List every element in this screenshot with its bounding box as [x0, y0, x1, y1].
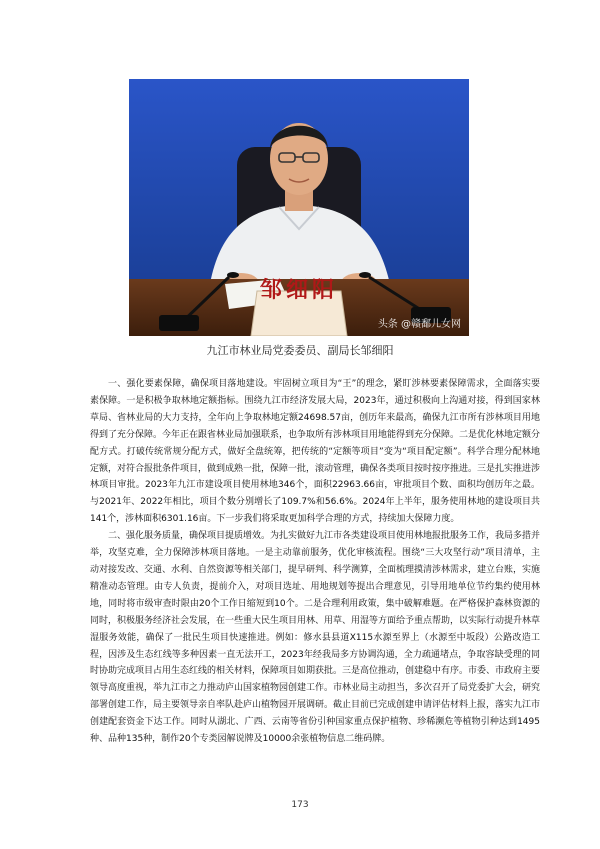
figure-caption: 九江市林业局党委委员、副局长邹细阳 [206, 344, 394, 357]
portrait-illustration [129, 79, 469, 336]
watermark: 头条 @赣鄱儿女网 [377, 319, 461, 330]
paragraph-1: 一、强化要素保障，确保项目落地建设。牢固树立项目为“王”的理念，紧盯涉林要素保障需求，全面落实要素保障。一是积极争取林地定额指标。围绕九江市经济发展大局，2023年，通过积极向上沟通对接，得到国家林草局、省林业局的大力支持，全年向上争取林地定额24698.57亩，创历年来最高，确保九江市所有涉林项目用地得到了充分保障。今年正在跟省林业局加强联系，也争取所有涉林项目用地能得到充分保障。二是优化林地定额分配方式。打破传统常规分配方式，做好全盘统筹，把传统的“定额等项目”变为“项目配定额”。科学合理分配林地定额，对符合报批条件项目，做到成熟一批，保障一批，滚动管理，确保各类项目按时按序推进。三是扎实推进涉林项目审批。2023年九江市建设项目使用林地346个，面积22963.66亩，审批项目个数、面积均创历年之最。与2021年、2022年相比，项目个数分别增长了109.7%和56.6%。2024年上半年，服务使用林地的建设项目共141个，涉林面积6301.16亩。下一步我们将采取更加科学合理的方式，持续加大保障力度。 [90, 379, 541, 525]
article-body [90, 376, 540, 748]
page-number: 173 [291, 800, 309, 810]
nameplate-text: 邹细阳 [259, 277, 338, 303]
portrait-photo [129, 79, 469, 336]
paragraph-2: 二、强化服务质量，确保项目提质增效。为扎实做好九江市各类建设项目使用林地报批服务工作，我局多措并举，攻坚克难，全力保障涉林项目落地。一是主动靠前服务，优化审核流程。围绕“三大攻坚行动”项目清单，主动对接发改、交通、水利、自然资源等相关部门，提早研判、科学测算，全面梳理摸清涉林需求，建立台账，实施精准动态管理。由专人负责，提前介入，对项目选址、用地规划等提出合理意见，引导用地单位节约集约使用林地，同时将市级审查时限由20个工作日缩短到10个。二是合理利用政策，集中破解难题。在严格保护森林资源的同时，积极服务经济社会发展，在一些重大民生项目用林、用草、用湿等方面给予重点帮助，以实际行动提升林草湿服务效能，确保了一批民生项目快速推进。例如：修水县县道X115水源至界上（水源至中坂段）公路改造工程，因涉及生态红线等多种因素一直无法开工，2023年经我局多方协调沟通，全力疏通堵点，争取容缺受理的同时协助完成项目占用生态红线的相关材料，保障项目如期获批。三是高位推动，创建稳中有序。市委、市政府主要领导高度重视，举九江市之力推动庐山国家植物园创建工作。市林业局主动担当，多次召开了局党委扩大会，研究部署创建工作，局主要领导亲自率队赴庐山植物园开展调研。截止目前已完成创建申请评估材料上报，落实九江市创建配套资金下达工作。同时从湖北、广西、云南等省份引种国家重点保护植物、珍稀濒危等植物引种达到1495种、品种135种，制作20个专类园解说牌及10000余张植物信息二维码牌。 [90, 531, 541, 745]
